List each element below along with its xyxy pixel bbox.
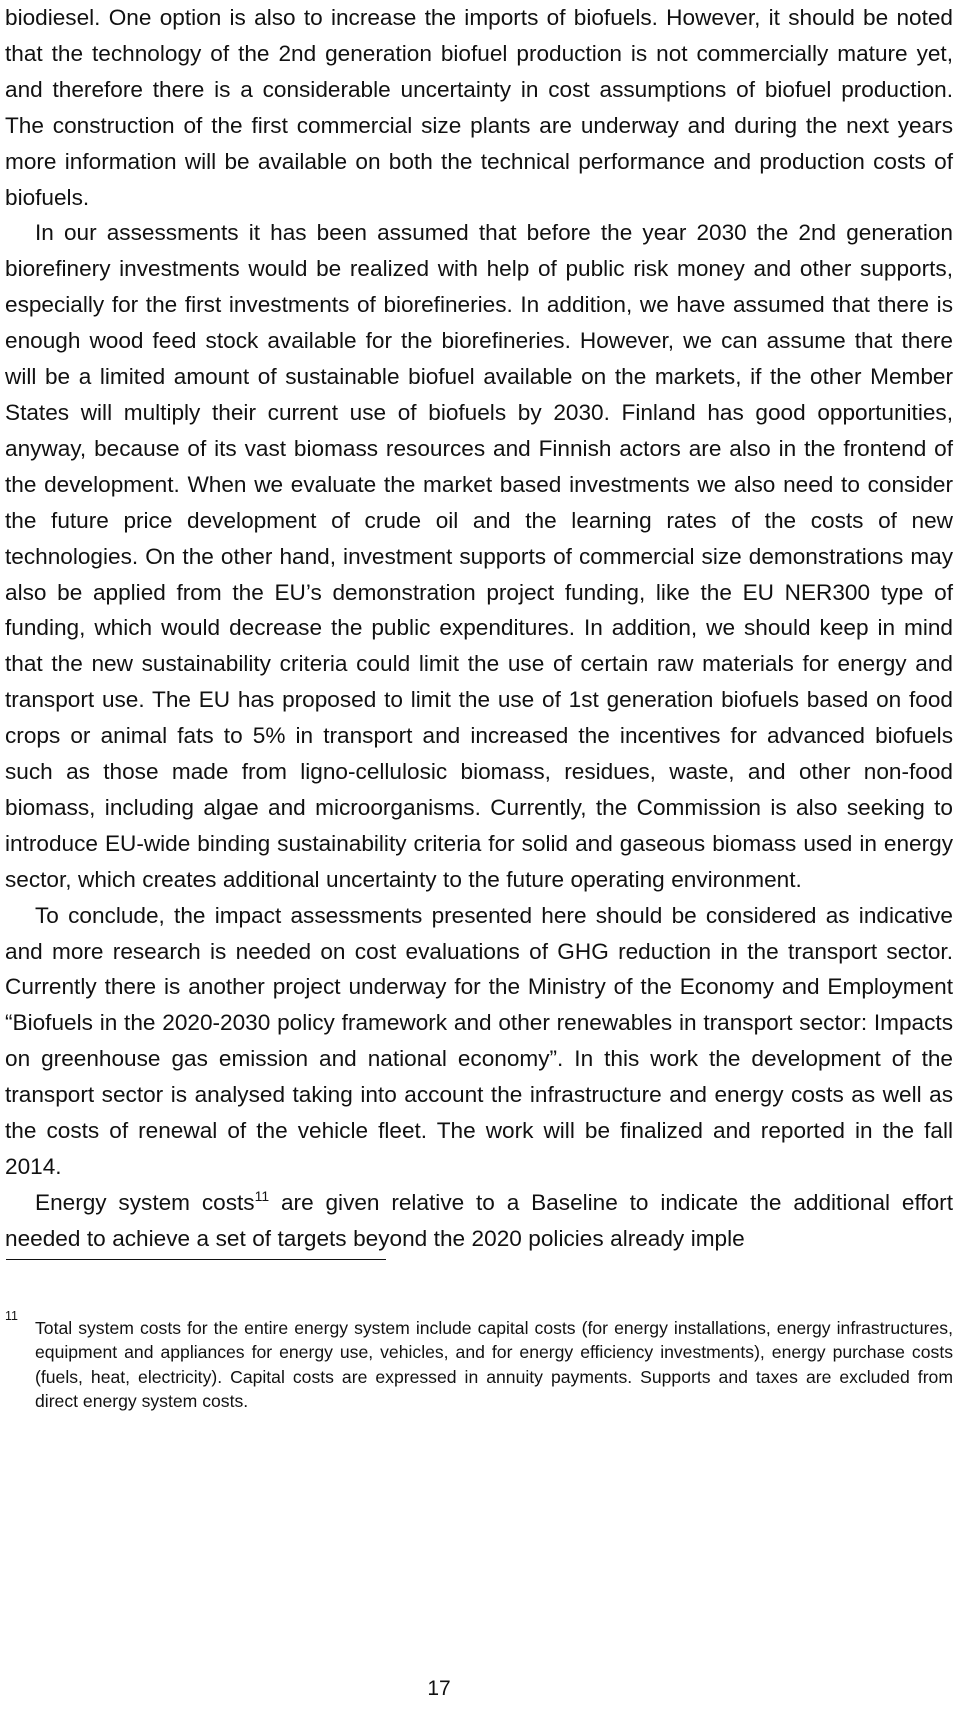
- page-number: 17: [427, 1677, 451, 1700]
- paragraph-4: [5, 1185, 953, 1257]
- footnote-reference[interactable]: 11: [254, 1187, 270, 1204]
- footnote-number: 11: [5, 1309, 18, 1323]
- footnote-text: Total system costs for the entire energy system include capital costs (for energy installations, energy infrastructures, equipment and appliances for energy use, vehicles, and for energy efficiency investments), energy purchase costs (fuels, heat, electricity). Capital costs are expressed in annuity payments. Supports and taxes are excluded from direct energy system costs.: [35, 1318, 953, 1411]
- paragraph-2: In our assessments it has been assumed that before the year 2030 the 2nd generation biorefinery investments would be realized with help of public risk money and other supports, especially for the first investments of biorefineries. In addition, we have assumed that there is enough wood feed stock available for the biorefineries. However, we can assume that there will be a limited amount of sustainable biofuel available on the markets, if the other Member States will multiply their current use of biofuels by 2030. Finland has good opportunities, anyway, because of its vast biomass resources and Finnish actors are also in the frontend of the development. When we evaluate the market based investments we also need to consider the future price development of crude oil and the learning rates of the costs of new technologies. On the other hand, investment supports of commercial size demonstrations may also be applied from the EU’s demonstration project funding, like the EU NER300 type of funding, which would decrease the public expenditures. In addition, we should keep in mind that the new sustainability criteria could limit the use of certain raw materials for energy and transport use. The EU has proposed to limit the use of 1st generation biofuels based on food crops or animal fats to 5% in transport and increased the incentives for advanced biofuels such as those made from ligno-cellulosic biomass, residues, waste, and other non-food biomass, including algae and microorganisms. Currently, the Commission is also seeking to introduce EU-wide binding sustainability criteria for solid and gaseous biomass used in energy sector, which creates additional uncertainty to the future operating environment.: [5, 220, 953, 892]
- paragraph-4-rest: are given relative to a Baseline to indicate the additional effort needed to achieve a set of targets beyond the 2020 policies already imple: [5, 1189, 953, 1251]
- paragraph-4-lead: Energy system costs: [35, 1189, 255, 1215]
- body-text: [5, 0, 953, 1257]
- footnote: [5, 1309, 953, 1413]
- footnote-separator: [6, 1259, 386, 1260]
- paragraph-1: biodiesel. One option is also to increase the imports of biofuels. However, it should be noted that the technology of the 2nd generation biofuel production is not commercially mature yet, and therefore there is a considerable uncertainty in cost assumptions of biofuel production. The construction of the first commercial size plants are underway and during the next years more information will be available on both the technical performance and production costs of biofuels.: [5, 5, 953, 210]
- paragraph-3: To conclude, the impact assessments presented here should be considered as indicative and more research is needed on cost evaluations of GHG reduction in the transport sector. Currently there is another project underway for the Ministry of the Economy and Employment “Biofuels in the 2020-2030 policy framework and other renewables in transport sector: Impacts on greenhouse gas emission and national economy”. In this work the development of the transport sector is analysed taking into account the infrastructure and energy costs as well as the costs of renewal of the vehicle fleet. The work will be finalized and reported in the fall 2014.: [5, 902, 953, 1179]
